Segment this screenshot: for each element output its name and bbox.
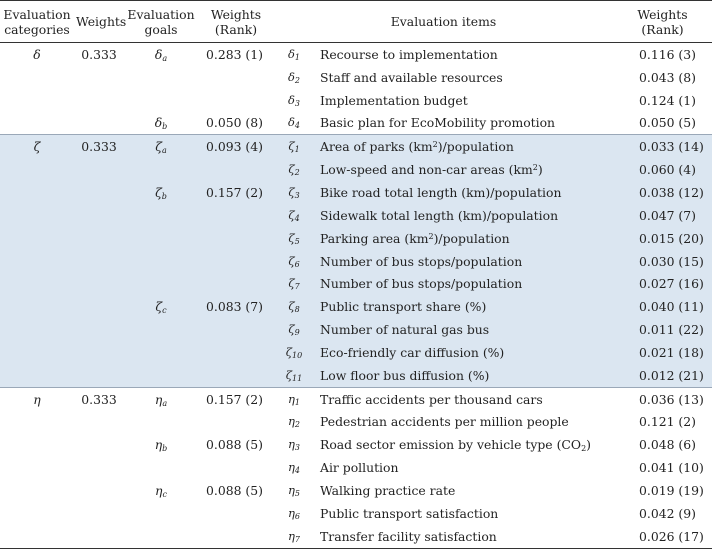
- goal-weight-cell: 0.088 (5): [206, 482, 263, 498]
- item-symbol-cell: [274, 43, 314, 66]
- item-symbol-cell: [274, 295, 314, 318]
- item-symbol: ζ: [288, 253, 295, 268]
- table-row: [0, 318, 712, 341]
- item-subscript: 10: [292, 350, 303, 360]
- item-label-cell: [314, 227, 613, 250]
- table-row: [0, 66, 712, 89]
- category-weight-cell: [74, 411, 124, 434]
- item-weight-cell: 0.038 (12): [613, 181, 712, 204]
- goal-cell: [124, 456, 198, 479]
- category-weight-cell: [74, 502, 124, 525]
- goal-weight-cell: [198, 158, 274, 181]
- goal-weight-cell: [198, 204, 274, 227]
- header-items: Evaluation items: [274, 1, 613, 43]
- goal-cell: [124, 411, 198, 434]
- category-weight-cell: [74, 479, 124, 502]
- table-row: [0, 181, 712, 204]
- category-weight-cell: 0.333: [81, 391, 117, 407]
- goal-weight-cell: 0.157 (2): [198, 181, 274, 204]
- item-symbol: η: [288, 414, 295, 429]
- goal-cell: [124, 43, 198, 66]
- header-item-weights: Weights (Rank): [613, 1, 712, 43]
- item-weight-cell: 0.033 (14): [613, 135, 712, 158]
- goal-subscript: a: [162, 53, 168, 63]
- item-label-suffix: )/population: [433, 230, 510, 246]
- item-symbol-cell: [274, 456, 314, 479]
- item-subscript: 3: [294, 443, 300, 453]
- item-symbol: ζ: [288, 322, 295, 337]
- item-symbol-cell: [274, 411, 314, 434]
- category-weight-cell: [74, 204, 124, 227]
- table-row: [0, 89, 712, 112]
- category-cell: [0, 89, 74, 112]
- header-weights: Weights: [74, 1, 124, 43]
- goal-cell: [124, 387, 198, 410]
- goal-symbol: ζ: [155, 139, 162, 155]
- goal-weight-cell: [198, 364, 274, 387]
- goal-cell: [124, 250, 198, 273]
- item-label: Number of bus stops/population: [320, 276, 523, 292]
- goal-subscript: c: [162, 306, 167, 316]
- category-weight-cell: [74, 364, 124, 387]
- item-label: Low-speed and non-car areas (km: [320, 162, 533, 178]
- table-row: [0, 479, 712, 502]
- goal-cell: [124, 502, 198, 525]
- category-cell: [0, 479, 74, 502]
- item-label: Transfer facility satisfaction: [320, 528, 497, 544]
- item-weight-cell: 0.040 (11): [613, 295, 712, 318]
- item-label: Walking practice rate: [320, 482, 456, 498]
- goal-subscript: b: [161, 191, 167, 201]
- category-weight-cell: [74, 318, 124, 341]
- item-weight-cell: 0.124 (1): [639, 92, 696, 108]
- goal-cell: [124, 525, 198, 548]
- item-subscript: 1: [294, 397, 300, 407]
- table-row: [0, 272, 712, 295]
- item-label-cell: [314, 411, 613, 434]
- category-cell: η: [33, 391, 41, 407]
- item-label: Basic plan for EcoMobility promotion: [320, 115, 556, 131]
- item-symbol: δ: [287, 115, 295, 130]
- item-symbol-cell: [274, 433, 314, 456]
- item-symbol: δ: [287, 46, 295, 61]
- item-label: Parking area (km: [320, 230, 429, 246]
- item-subscript: 9: [294, 328, 300, 338]
- category-weight-cell: [74, 250, 124, 273]
- goal-symbol: δ: [154, 115, 163, 131]
- item-label: Implementation budget: [320, 92, 468, 108]
- item-subscript: 6: [294, 511, 300, 521]
- table-row: [0, 43, 712, 66]
- item-label-cell: [314, 525, 613, 548]
- category-weight-cell: [74, 227, 124, 250]
- item-subscript-text: 2: [581, 444, 587, 454]
- item-symbol-cell: [274, 250, 314, 273]
- item-label: Sidewalk total length (km)/population: [320, 207, 559, 223]
- item-label-cell: [314, 181, 613, 204]
- goal-subscript: b: [162, 122, 168, 132]
- item-symbol: η: [288, 505, 295, 520]
- category-cell: ζ: [0, 135, 74, 158]
- table-row: [0, 502, 712, 525]
- category-cell: δ: [33, 46, 41, 62]
- item-symbol: ζ: [288, 207, 295, 222]
- item-label: Number of bus stops/population: [320, 253, 523, 269]
- item-subscript: 8: [294, 305, 300, 315]
- category-weight-cell: 0.333: [81, 46, 117, 62]
- item-symbol-cell: [274, 479, 314, 502]
- item-symbol: η: [288, 437, 295, 452]
- goal-cell: [124, 341, 198, 364]
- item-label-cell: [314, 364, 613, 387]
- item-symbol: ζ: [288, 184, 295, 199]
- item-label: Road sector emission by vehicle type (CO: [320, 437, 582, 453]
- goal-cell: [124, 158, 198, 181]
- category-weight-cell: [74, 158, 124, 181]
- item-symbol-cell: [274, 158, 314, 181]
- item-weight-cell: 0.116 (3): [639, 46, 696, 62]
- goal-subscript: c: [162, 489, 167, 499]
- table-row: [0, 158, 712, 181]
- item-symbol-cell: [274, 272, 314, 295]
- category-cell: [0, 181, 74, 204]
- item-label-cell: [314, 43, 613, 66]
- table-row: [0, 387, 712, 410]
- goal-weight-cell: [198, 318, 274, 341]
- item-weight-cell: 0.041 (10): [639, 460, 704, 476]
- category-cell: [0, 112, 74, 135]
- item-symbol: ζ: [288, 230, 295, 245]
- goal-cell: [124, 433, 198, 456]
- goal-subscript: a: [161, 146, 167, 156]
- item-weight-cell: 0.030 (15): [613, 250, 712, 273]
- item-subscript: 7: [294, 282, 300, 292]
- item-label-cell: [314, 295, 613, 318]
- item-label: Number of natural gas bus: [320, 322, 490, 338]
- category-cell: [0, 318, 74, 341]
- item-symbol: ζ: [288, 299, 295, 314]
- goal-symbol: ζ: [155, 184, 162, 200]
- item-symbol: ζ: [288, 162, 295, 177]
- category-cell: [0, 66, 74, 89]
- table-row: [0, 135, 712, 158]
- item-label-cell: [314, 433, 613, 456]
- item-symbol-cell: [274, 318, 314, 341]
- item-subscript: 4: [294, 466, 300, 476]
- item-label-suffix: ): [586, 437, 591, 453]
- item-symbol: ζ: [288, 276, 295, 291]
- category-cell: [0, 272, 74, 295]
- table-row: [0, 112, 712, 135]
- item-subscript: 7: [294, 534, 300, 544]
- item-label: Staff and available resources: [320, 69, 503, 85]
- item-label: Bike road total length (km)/population: [320, 184, 562, 200]
- goal-weight-cell: [198, 525, 274, 548]
- item-symbol-cell: [274, 89, 314, 112]
- item-weight-cell: 0.036 (13): [639, 391, 704, 407]
- table-row: [0, 364, 712, 387]
- item-label: Pedestrian accidents per million people: [320, 414, 569, 430]
- header-goal-weights: Weights (Rank): [198, 1, 274, 43]
- category-weight-cell: 0.333: [74, 135, 124, 158]
- goal-cell: [124, 89, 198, 112]
- goal-cell: [124, 364, 198, 387]
- item-label: Low floor bus diffusion (%): [320, 367, 490, 383]
- goal-cell: [124, 66, 198, 89]
- category-cell: [0, 411, 74, 434]
- item-subscript: 5: [294, 236, 300, 246]
- item-superscript: 2: [532, 163, 538, 173]
- goal-weight-cell: 0.050 (8): [198, 112, 274, 135]
- goal-weight-cell: [198, 227, 274, 250]
- item-subscript: 2: [294, 75, 301, 85]
- goal-cell: [124, 135, 198, 158]
- category-weight-cell: [74, 341, 124, 364]
- item-label-cell: [314, 456, 613, 479]
- goal-weight-cell: [198, 66, 274, 89]
- category-cell: [0, 364, 74, 387]
- item-weight-cell: 0.050 (5): [613, 112, 712, 135]
- table-row: [0, 204, 712, 227]
- goal-weight-cell: 0.157 (2): [206, 391, 263, 407]
- item-superscript: 2: [428, 231, 434, 241]
- goal-symbol: η: [154, 391, 163, 407]
- table-row: [0, 411, 712, 434]
- item-label-cell: [314, 502, 613, 525]
- item-subscript: 1: [294, 145, 300, 155]
- item-weight-cell: 0.042 (9): [639, 505, 696, 521]
- item-symbol-cell: [274, 341, 314, 364]
- category-weight-cell: [74, 525, 124, 548]
- item-symbol: ζ: [285, 367, 293, 382]
- item-weight-cell: 0.060 (4): [613, 158, 712, 181]
- category-cell: [0, 250, 74, 273]
- header-categories: Evaluation categories: [0, 1, 74, 43]
- header-goals: Evaluation goals: [124, 1, 198, 43]
- table-header: [0, 1, 712, 43]
- item-symbol-cell: [274, 204, 314, 227]
- item-symbol-cell: [274, 112, 314, 135]
- goal-cell: [124, 295, 198, 318]
- item-subscript: 6: [294, 259, 300, 269]
- item-weight-cell: 0.015 (20): [613, 227, 712, 250]
- table-row: [0, 227, 712, 250]
- item-weight-cell: 0.019 (19): [639, 482, 704, 498]
- item-label-cell: [314, 204, 613, 227]
- item-label-cell: [314, 272, 613, 295]
- item-label-cell: [314, 89, 613, 112]
- category-cell: [0, 295, 74, 318]
- item-symbol: ζ: [288, 139, 295, 154]
- goal-weight-cell: 0.083 (7): [198, 295, 274, 318]
- category-weight-cell: [74, 456, 124, 479]
- goal-weight-cell: [198, 456, 274, 479]
- goal-cell: [124, 227, 198, 250]
- table-row: [0, 525, 712, 548]
- table-row: [0, 341, 712, 364]
- goal-cell: [124, 112, 198, 135]
- category-cell: [0, 456, 74, 479]
- goal-cell: [124, 318, 198, 341]
- item-symbol: δ: [287, 69, 295, 84]
- goal-cell: [124, 204, 198, 227]
- item-symbol-cell: [274, 227, 314, 250]
- item-subscript: 2: [294, 420, 300, 430]
- goal-subscript: a: [162, 398, 168, 408]
- category-weight-cell: [74, 272, 124, 295]
- item-label-suffix: ): [537, 162, 543, 178]
- category-weight-cell: [74, 295, 124, 318]
- item-symbol-cell: [274, 525, 314, 548]
- item-subscript: 11: [292, 373, 303, 383]
- item-symbol: ζ: [285, 344, 293, 359]
- item-label: Area of parks (km: [320, 139, 433, 155]
- item-symbol-cell: [274, 387, 314, 410]
- item-label-cell: [314, 479, 613, 502]
- item-weight-cell: 0.121 (2): [639, 414, 696, 430]
- item-label: Traffic accidents per thousand cars: [320, 391, 543, 407]
- item-symbol-cell: [274, 502, 314, 525]
- item-symbol: δ: [287, 92, 295, 107]
- item-weight-cell: 0.026 (17): [613, 525, 712, 548]
- item-label-cell: [314, 112, 613, 135]
- item-symbol-cell: [274, 364, 314, 387]
- item-subscript: 3: [294, 190, 300, 200]
- item-label-suffix: )/population: [437, 139, 514, 155]
- goal-weight-cell: [198, 411, 274, 434]
- item-weight-cell: 0.043 (8): [639, 69, 696, 85]
- category-cell: [0, 204, 74, 227]
- item-symbol-cell: [274, 66, 314, 89]
- category-cell: [0, 227, 74, 250]
- item-label-cell: [314, 318, 613, 341]
- goal-cell: [124, 181, 198, 204]
- table-row: [0, 456, 712, 479]
- goal-symbol: ζ: [155, 299, 163, 315]
- category-cell: [0, 525, 74, 548]
- goal-weight-cell: [198, 272, 274, 295]
- item-weight-cell: 0.048 (6): [639, 437, 696, 453]
- item-label-cell: [314, 66, 613, 89]
- goal-weight-cell: [198, 502, 274, 525]
- item-label: Eco-friendly car diffusion (%): [320, 344, 505, 360]
- item-symbol-cell: [274, 181, 314, 204]
- item-superscript: 2: [432, 140, 438, 150]
- category-cell: [0, 341, 74, 364]
- item-label-cell: [314, 158, 613, 181]
- item-label: Public transport satisfaction: [320, 505, 499, 521]
- goal-weight-cell: [198, 250, 274, 273]
- goal-symbol: η: [154, 437, 163, 453]
- item-weight-cell: 0.027 (16): [613, 272, 712, 295]
- item-subscript: 3: [294, 98, 301, 108]
- item-symbol: η: [288, 528, 295, 543]
- goal-weight-cell: 0.283 (1): [206, 46, 263, 62]
- category-cell: [0, 502, 74, 525]
- item-subscript: 4: [294, 121, 301, 131]
- table-body: [0, 43, 712, 549]
- goal-cell: [124, 272, 198, 295]
- item-symbol: η: [288, 460, 295, 475]
- item-subscript: 1: [294, 52, 301, 62]
- item-weight-cell: 0.021 (18): [613, 341, 712, 364]
- goal-subscript: b: [162, 444, 168, 454]
- item-label: Public transport share (%): [320, 299, 487, 315]
- item-subscript: 4: [294, 213, 300, 223]
- goal-weight-cell: 0.088 (5): [206, 437, 263, 453]
- item-weight-cell: 0.011 (22): [613, 318, 712, 341]
- table-row: [0, 295, 712, 318]
- category-weight-cell: [74, 112, 124, 135]
- category-weight-cell: [74, 433, 124, 456]
- item-subscript: 2: [294, 168, 300, 178]
- item-weight-cell: 0.047 (7): [613, 204, 712, 227]
- goal-symbol: η: [155, 482, 163, 498]
- item-symbol-cell: [274, 135, 314, 158]
- item-symbol: η: [288, 482, 295, 497]
- item-label: Recourse to implementation: [320, 46, 498, 62]
- item-label-cell: [314, 250, 613, 273]
- category-weight-cell: [74, 181, 124, 204]
- item-label-cell: [314, 135, 613, 158]
- item-subscript: 5: [294, 488, 300, 498]
- goal-weight-cell: 0.093 (4): [198, 135, 274, 158]
- goal-weight-cell: [198, 341, 274, 364]
- item-label-cell: [314, 341, 613, 364]
- table-row: [0, 433, 712, 456]
- goal-cell: [124, 479, 198, 502]
- item-label-cell: [314, 387, 613, 410]
- category-weight-cell: [74, 66, 124, 89]
- item-weight-cell: 0.012 (21): [613, 364, 712, 387]
- category-cell: [0, 158, 74, 181]
- category-cell: [0, 433, 74, 456]
- goal-symbol: δ: [154, 46, 163, 62]
- item-symbol: η: [288, 391, 295, 406]
- category-weight-cell: [74, 89, 124, 112]
- item-label: Air pollution: [320, 460, 399, 476]
- goal-weight-cell: [198, 89, 274, 112]
- table-row: [0, 250, 712, 273]
